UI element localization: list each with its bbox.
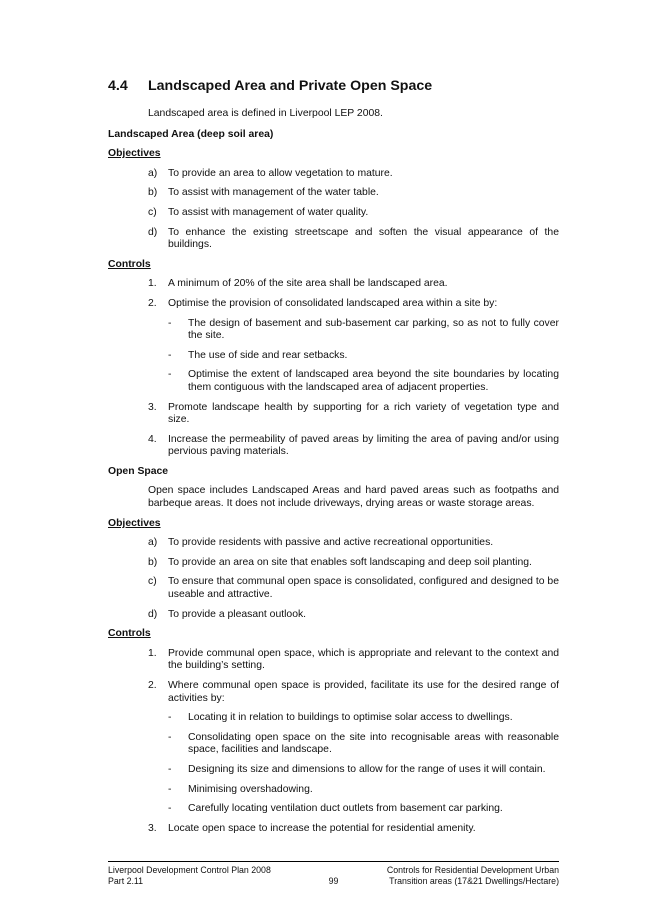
sub-list: [168, 318, 559, 395]
list-item: 1. A minimum of 20% of the site area shall be landscaped area.: [148, 278, 448, 290]
open-space-objectives-list: [148, 537, 559, 621]
open-space-objectives-heading: Objectives: [108, 517, 161, 529]
sub-list-item: - Consolidating open space on the site into recognisable areas with reasonable space, facilities and landscape.: [168, 731, 559, 756]
sub-list-item: - Minimising overshadowing.: [168, 783, 313, 795]
open-space-controls-list: [148, 648, 559, 836]
sub-list-item: - The use of side and rear setbacks.: [168, 349, 348, 361]
list-item: d) To enhance the existing streetscape and soften the visual appearance of the buildings.: [148, 226, 559, 251]
sub-list-item: - Locating it in relation to buildings to optimise solar access to dwellings.: [168, 712, 513, 724]
landscaped-controls-list: [148, 278, 559, 459]
list-item: 2. Optimise the provision of consolidated landscaped area within a site by: - The design of basement and sub-basement car parking, so as not to fully cover the site. - The use of side and rear setbacks. - Optimise the extent of landscaped area beyond the site boundaries by locating them contiguous with the landscaped area of adjacent properties.: [148, 297, 559, 393]
open-space-intro: Open space includes Landscaped Areas and hard paved areas such as footpaths and barbeque areas. It does not include driveways, drying areas or waste storage areas.: [148, 485, 559, 510]
open-space-heading: Open Space: [108, 465, 169, 477]
open-space-controls-heading: Controls: [108, 628, 151, 640]
sub-list-item: - The design of basement and sub-basement car parking, so as not to fully cover the site.: [168, 317, 559, 342]
list-item: 3. Promote landscape health by supporting for a rich variety of vegetation type and size.: [148, 401, 559, 426]
list-item: a) To provide residents with passive and active recreational opportunities.: [148, 537, 494, 549]
sub-list-item: - Designing its size and dimensions to allow for the range of uses it will contain.: [168, 763, 546, 775]
list-item: 4. Increase the permeability of paved areas by limiting the area of paving and/or using pervious paving materials.: [148, 433, 559, 458]
list-item: b) To assist with management of the water table.: [148, 187, 379, 199]
sub-list-item: - Carefully locating ventilation duct outlets from basement car parking.: [168, 803, 503, 815]
list-item: b) To provide an area on site that enables soft landscaping and deep soil planting.: [148, 556, 532, 568]
sub-list-item: - Optimise the extent of landscaped area beyond the site boundaries by locating them contiguous with the landscaped area of adjacent properties.: [168, 369, 559, 393]
section-intro: Landscaped area is defined in Liverpool LEP 2008.: [148, 108, 383, 119]
page-footer: [108, 861, 559, 886]
footer-right: Controls for Residential Development Urban Transition areas (17&21 Dwellings/Hectare): [386, 865, 559, 886]
landscaped-area-heading: Landscaped Area (deep soil area): [108, 128, 274, 140]
list-item: c) To ensure that communal open space is consolidated, configured and designed to be useable and attractive.: [148, 576, 559, 601]
list-item: c) To assist with management of water quality.: [148, 206, 369, 218]
list-item: a) To provide an area to allow vegetation to mature.: [148, 167, 393, 179]
landscaped-objectives-list: [148, 168, 559, 252]
landscaped-controls-heading: Controls: [108, 258, 151, 270]
list-item: d) To provide a pleasant outlook.: [148, 608, 307, 620]
footer-left: Liverpool Development Control Plan 2008 Part 2.11: [108, 865, 271, 886]
sub-list: [168, 712, 559, 816]
section-title: Landscaped Area and Private Open Space: [148, 78, 433, 94]
list-item: 1. Provide communal open space, which is appropriate and relevant to the context and the building’s setting.: [148, 647, 559, 672]
landscaped-objectives-heading: Objectives: [108, 148, 161, 160]
page-number: 99: [328, 876, 339, 886]
section-number: 4.4: [108, 78, 128, 94]
section-heading: [108, 78, 559, 95]
list-item: 2. Where communal open space is provided, facilitate its use for the desired range of activities by: - Locating it in relation to buildings to optimise solar access to dwellings. - Consolidating open space on the site into recognisable areas with reasonable space, facilities and landscape. - Designing its size and dimensions to allow for the range of uses it will contain. - Minimising overshadowing. - Carefully locating ventilation duct outlets from basement car parking.: [148, 680, 559, 815]
list-item: 3. Locate open space to increase the potential for residential amenity.: [148, 822, 476, 834]
